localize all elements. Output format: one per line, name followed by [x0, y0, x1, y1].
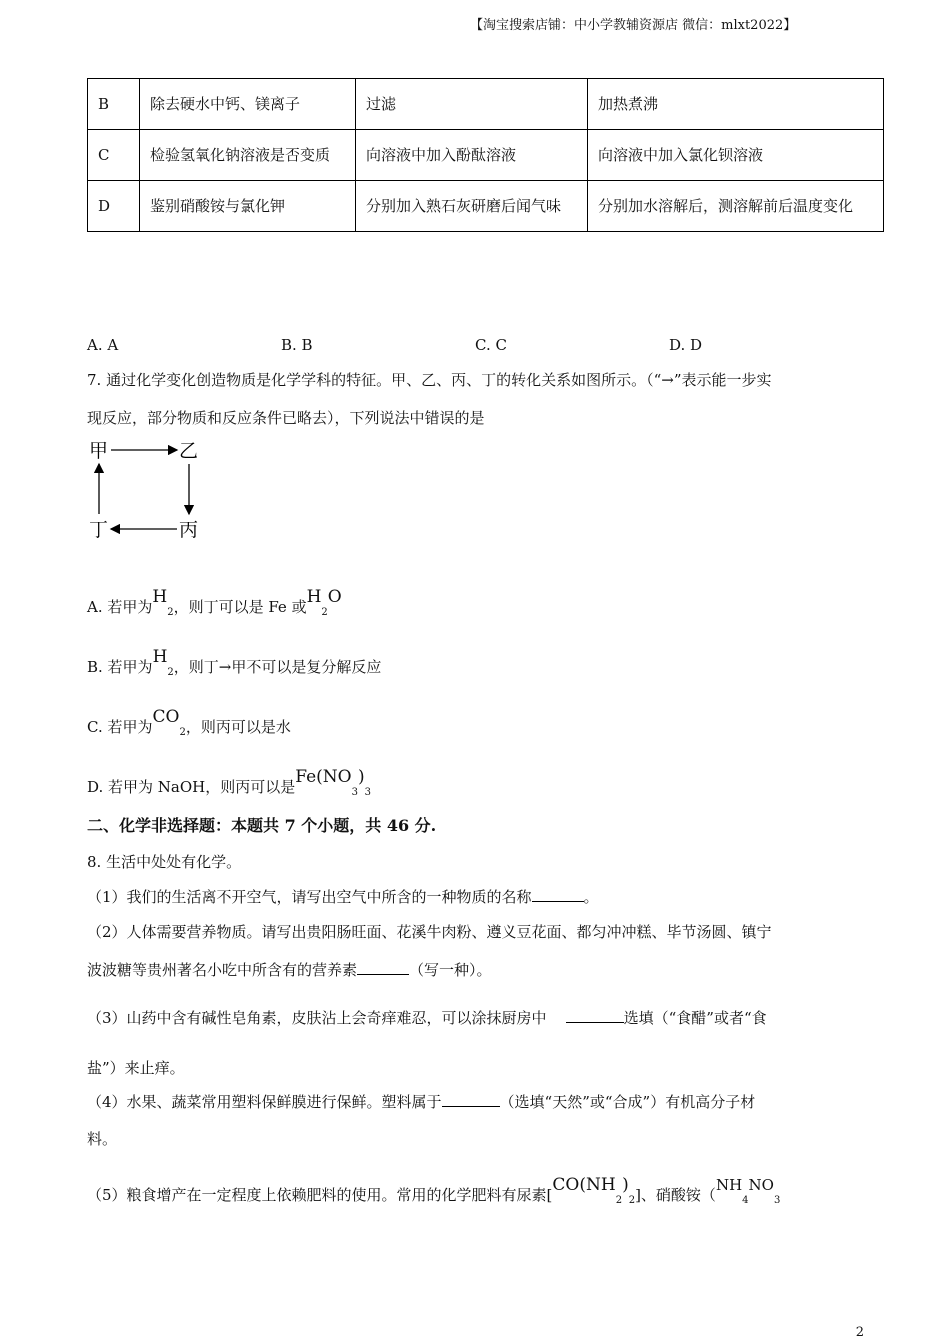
text: （4）水果、蔬菜常用塑料保鲜膜进行保鲜。塑料属于 — [87, 1093, 442, 1111]
text: D. 若甲为 NaOH，则丙可以是 — [87, 778, 296, 796]
choice-c[interactable]: C. C — [475, 336, 507, 354]
text: 波波糖等贵州著名小吃中所含有的营养素 — [87, 961, 358, 979]
subscript: 2 — [167, 607, 174, 618]
table-cell: 分别加水溶解后，测溶解前后温度变化 — [588, 181, 884, 232]
subscript: 3 — [364, 787, 372, 798]
formula: H — [152, 587, 168, 607]
text: （5）粮食增产在一定程度上依赖肥料的使用。常用的化学肥料有尿素[ — [87, 1186, 553, 1204]
q8-part3-line2: 盐”）来止痒。 — [87, 1059, 185, 1077]
table-row — [88, 79, 884, 130]
table-cell: 分别加入熟石灰研磨后闻气味 — [356, 181, 588, 232]
text: ，则丁可以是 Fe 或 — [173, 598, 307, 616]
q7-option-a[interactable] — [87, 578, 867, 632]
q8-part2-line1: （2）人体需要营养物质。请写出贵阳肠旺面、花溪牛肉粉、遵义豆花面、都匀冲冲糕、毕节汤圆、镇宁 — [87, 923, 772, 941]
q7-option-c[interactable] — [87, 698, 867, 752]
text: C. 若甲为 — [87, 718, 153, 736]
text: ]、硝酸铵（ — [635, 1186, 716, 1204]
formula: O — [327, 587, 342, 607]
formula: NO — [748, 1176, 774, 1194]
q8-part3-line1 — [87, 999, 867, 1037]
table-cell: 向溶液中加入氯化钡溶液 — [588, 130, 884, 181]
q8-part5 — [87, 1166, 887, 1220]
conversion-diagram — [87, 432, 217, 547]
answer-blank[interactable] — [442, 1092, 500, 1107]
text: （3）山药中含有碱性皂角素，皮肤沾上会奇痒难忍，可以涂抹厨房中 — [87, 1009, 547, 1027]
options-table — [87, 78, 884, 232]
subscript: 2 — [167, 667, 174, 678]
q8-part4-line2: 料。 — [87, 1130, 118, 1148]
formula: CO(NH — [552, 1175, 616, 1195]
choice-a[interactable]: A. A — [87, 336, 119, 354]
q8-part1 — [87, 878, 867, 916]
table-cell: 检验氢氧化钠溶液是否变质 — [140, 130, 356, 181]
formula: Fe(NO — [295, 767, 352, 787]
subscript: 3 — [351, 787, 358, 798]
formula: CO — [152, 707, 180, 727]
q7-option-b[interactable] — [87, 638, 867, 692]
text: 选填（“食醋”或者“食 — [623, 1009, 767, 1027]
table-cell: 向溶液中加入酚酞溶液 — [356, 130, 588, 181]
answer-blank[interactable] — [566, 1008, 624, 1023]
q7-stem-line2: 现反应，部分物质和反应条件已略去），下列说法中错误的是 — [87, 409, 485, 427]
text: ，则丁→甲不可以是复分解反应 — [173, 658, 382, 676]
subscript: 3 — [773, 1195, 781, 1206]
formula: H — [306, 587, 322, 607]
formula: ) — [622, 1175, 629, 1195]
text: （写一种）。 — [409, 961, 492, 979]
node-yi: 乙 — [179, 440, 199, 462]
text: B. 若甲为 — [87, 658, 153, 676]
answer-blank[interactable] — [532, 887, 584, 902]
choice-d[interactable]: D. D — [669, 336, 703, 354]
text: 。 — [583, 888, 599, 906]
text: （选填“天然”或“合成”）有机高分子材 — [499, 1093, 756, 1111]
text: A. 若甲为 — [87, 598, 153, 616]
node-jia: 甲 — [89, 440, 109, 462]
formula: ) — [358, 767, 365, 787]
section-heading: 二、化学非选择题：本题共 7 个小题，共 46 分. — [87, 816, 437, 835]
node-ding: 丁 — [89, 519, 109, 541]
q8-stem: 8. 生活中处处有化学。 — [87, 853, 242, 871]
q7-stem-line1: 7. 通过化学变化创造物质是化学学科的特征。甲、乙、丙、丁的转化关系如图所示。（“→”表示能一步实 — [87, 371, 772, 389]
table-cell: 加热煮沸 — [588, 79, 884, 130]
q8-part4-line1 — [87, 1083, 867, 1121]
table-cell: C — [88, 130, 140, 181]
table-cell: 过滤 — [356, 79, 588, 130]
node-bing: 丙 — [179, 519, 199, 541]
subscript: 2 — [628, 1195, 636, 1206]
answer-blank[interactable] — [357, 960, 409, 975]
subscript: 2 — [179, 727, 186, 738]
formula: H — [152, 647, 168, 667]
table-cell: D — [88, 181, 140, 232]
table-row — [88, 181, 884, 232]
text: ，则丙可以是水 — [185, 718, 291, 736]
page-header: 【淘宝搜索店铺：中小学教辅资源店 微信：mlxt2022】 — [470, 18, 797, 33]
text: （1）我们的生活离不开空气，请写出空气中所含的一种物质的名称 — [87, 888, 532, 906]
table-row — [88, 130, 884, 181]
subscript: 2 — [321, 607, 328, 618]
q7-option-d[interactable] — [87, 758, 867, 812]
formula: NH — [715, 1176, 743, 1194]
page-number: 2 — [855, 1325, 864, 1340]
table-cell: 鉴别硝酸铵与氯化钾 — [140, 181, 356, 232]
subscript: 4 — [742, 1195, 749, 1206]
table-cell: B — [88, 79, 140, 130]
choice-b[interactable]: B. B — [281, 336, 313, 354]
subscript: 2 — [615, 1195, 623, 1206]
table-cell: 除去硬水中钙、镁离子 — [140, 79, 356, 130]
q8-part2-line2 — [87, 951, 867, 989]
